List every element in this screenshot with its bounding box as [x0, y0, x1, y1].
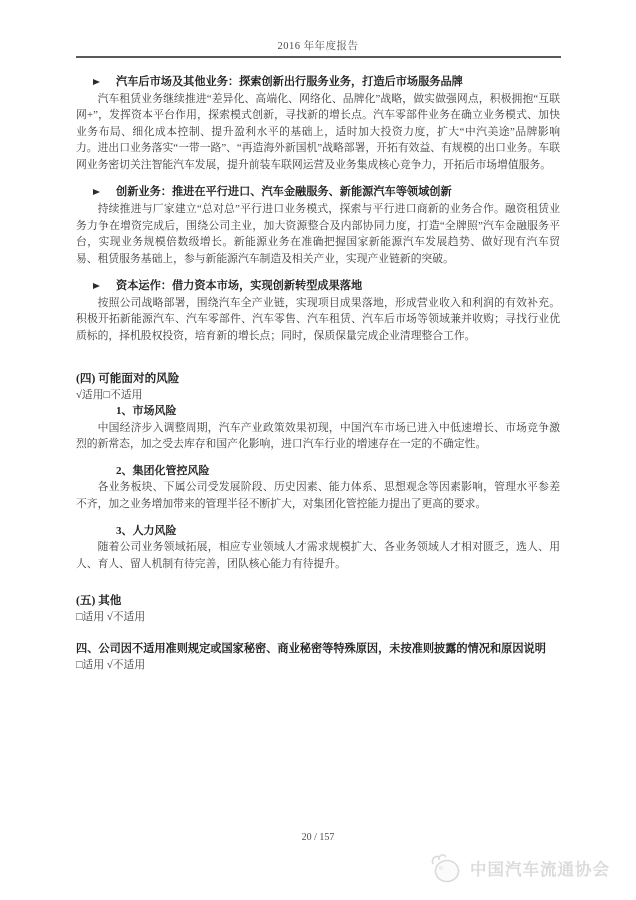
risk-item-title-market: 1、市场风险 — [116, 405, 177, 418]
bullet-heading-innovation — [76, 184, 560, 201]
page-header — [0, 0, 636, 58]
bullet-heading-aftermarket — [76, 74, 560, 91]
section-heading-risks: (四) 可能面对的风险 — [76, 371, 180, 385]
body-paragraph: 中国经济步入调整周期，汽车产业政策效果初现，中国汽车市场已进入中低速增长、市场竞争激烈的新常态，加之受去库存和国产化影响，进口汽车行业的增速存在一定的不确定性。 — [76, 421, 560, 451]
arrow-bullet-icon — [93, 189, 100, 195]
applicability-line: □适用 √不适用 — [76, 611, 146, 624]
arrow-bullet-icon — [93, 283, 100, 289]
body-paragraph: 持续推进与厂家建立“总对总”平行进口业务模式，探索与平行进口商新的业务合作。融资租赁业务力争在增资完成后，围绕公司主业，加大资源整合及内部协同力度，打造“全牌照”汽车金融服务平台，实现业务规模倍数级增长。新能源业务在准确把握国家新能源汽车发展趋势、做好现有汽车贸易、租赁服务基础上，参与新能源汽车制造及相关产业，实现产业链新的突破。 — [76, 202, 560, 265]
risk-item-title-talent: 3、人力风险 — [116, 524, 177, 537]
bullet-heading-label: 创新业务：推进在平行进口、汽车金融服务、新能源汽车等领域创新 — [116, 186, 452, 199]
body-paragraph: 汽车租赁业务继续推进“差异化、高端化、网络化、品牌化”战略，做实做强网点，积极拥抱“互联网+”，发挥资本平台作用，探索模式创新，寻找新的增长点。汽车零部件业务在确立业务模式、加快业务布局、细化成本控制、提升盈利水平的基础上，适时加大投资力度，扩大“中汽美途”品牌影响力。进出口业务落实“一带一路”、“再造海外新国机”战略部署，开拓有效益、有规模的出口业务。车联网业务密切关注智能汽车发展，提升前装车联网运营及业务集成核心竞争力，开拓后市场增值服务。 — [76, 92, 560, 171]
watermark-text: 中国汽车流通协会 — [470, 861, 610, 879]
body-paragraph: 各业务板块、下属公司受发展阶段、历史因素、能力体系、思想观念等因素影响，管理水平参差不齐，加之业务增加带来的管理半径不断扩大，对集团化管控能力提出了更高的要求。 — [76, 481, 560, 510]
watermark — [427, 852, 610, 884]
page-number: 20 / 157 — [301, 832, 335, 843]
body-paragraph: 随着公司业务领域拓展，相应专业领域人才需求规模扩大、各业务领域人才相对匮乏，选人、用人、育人、留人机制有待完善，团队核心能力有待提升。 — [76, 541, 560, 570]
header-divider — [76, 56, 561, 58]
bullet-heading-capital — [76, 278, 560, 295]
applicability-line: √适用□不适用 — [76, 388, 143, 401]
document-content — [76, 74, 560, 674]
applicability-line: □适用 √不适用 — [76, 659, 146, 672]
bullet-heading-label: 汽车后市场及其他业务：探索创新出行服务业务，打造后市场服务品牌 — [116, 76, 463, 88]
risk-item-title-group-control: 2、集团化管控风险 — [116, 464, 210, 477]
body-paragraph: 按照公司战略部署，围绕汽车全产业链，实现项目成果落地，形成营业收入和利润的有效补充。积极开拓新能源汽车、汽车零部件、汽车零售、汽车租赁、汽车后市场等领域兼并收购；寻找行业优质标的，择机股权投资，培育新的增长点；同时，保质保量完成企业清理整合工作。 — [76, 296, 560, 343]
section-heading-other: (五) 其他 — [76, 594, 122, 608]
dealers-association-logo-icon — [427, 852, 463, 884]
section-heading-nondisclosure: 四、公司因不适用准则规定或国家秘密、商业秘密等特殊原因，未按准则披露的情况和原因说明 — [76, 642, 546, 655]
report-title: 2016 年年度报告 — [277, 41, 359, 52]
arrow-bullet-icon — [93, 79, 100, 85]
bullet-heading-label: 资本运作：借力资本市场，实现创新转型成果落地 — [116, 280, 363, 293]
